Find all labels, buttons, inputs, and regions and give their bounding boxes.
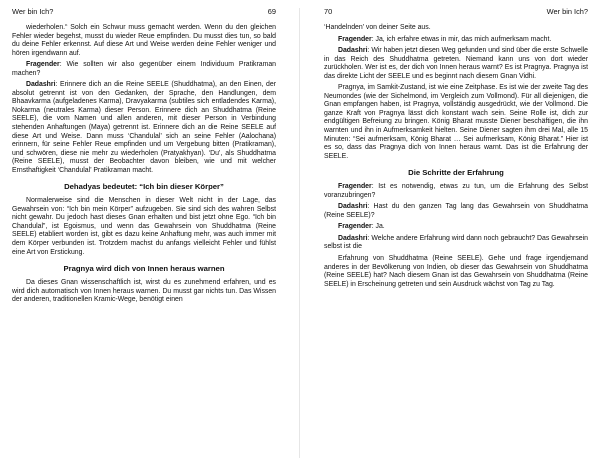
page-gutter [299,8,300,458]
paragraph [324,255,588,289]
paragraph-text: : Ja, ich erfahre etwas in mir, das mich aufmerksam macht. [371,35,552,43]
left-page [12,0,276,463]
paragraph-text: : Hast du den ganzen Tag lang das Gewahrsein von Shuddhatma (Reine SEELE)? [324,203,588,219]
speaker-label: Fragender [338,35,372,43]
paragraph-text: : Wir haben jetzt diesen Weg gefunden und sind über die erste Schwelle in das Reich des Shuddhatma getreten. Niemand kann uns von dort wieder zurückholen. Wer ist es, der dich von Innen heraus warnt? Es ist Pragnya. Pragnya ist das direkte Licht der SEELE und es beginnt nach diesem Gnan Vidhi. [324,47,588,80]
speaker-label: Dadashri [338,203,368,211]
speaker-label: Dadashri [338,47,368,55]
speaker-label: Fragender [26,61,60,69]
paragraph [324,235,588,252]
section-heading: Dehadyas bedeutet: “Ich bin dieser Körper” [64,182,224,192]
right-running-title: Wer bin Ich? [546,7,588,16]
speaker-label: Fragender [338,183,372,191]
right-page-body [324,24,588,289]
right-page [324,0,588,463]
paragraph [324,36,588,45]
left-page-number: 69 [267,7,276,16]
paragraph [12,279,276,305]
left-page-header [12,7,276,18]
paragraph-text: Da dieses Gnan wissenschaftlich ist, wirst du es zunehmend erfahren, und es wird dich automatisch von Innen heraus warnen. Du musst gar nichts tun. Das Wissen der anderen, traditionellen Kramic-Wege, benötigt einen [12,279,276,304]
paragraph [324,183,588,200]
paragraph-text: wiederholen.“ Solch ein Schwur muss gemacht werden. Wenn du den gleichen Fehler wieder begehst, musst du wieder Reue empfinden. Du musst dies tun, so bald du deine Fehler erkennst. Auf diese Art und Weise werden deine Fehler weniger und hören irgendwann auf. [12,24,276,57]
speaker-label: Dadashri [338,234,368,242]
paragraph-text: Erfahrung von Shuddhatma (Reine SEELE). Gehe und frage irgendjemand anderes in der Bevölkerung von Indien, ob dieser das Gewahrsein von Shuddhatma (Reine SEELE) hat? Nach diesem Gnan ist das Gewahrsein von Shuddhatma (Reine SEELE) in Erscheinung getreten und sein Ausdruck wächst von Tag zu Tag. [324,255,588,288]
paragraph-text: ‘Handelnden’ von deiner Seite aus. [324,24,431,31]
paragraph [324,24,588,33]
paragraph [324,84,588,161]
speaker-label: Dadashri [26,81,56,89]
paragraph [324,47,588,81]
paragraph [12,24,276,58]
paragraph [12,61,276,78]
paragraph-text: Pragnya, im Samkit-Zustand, ist wie eine Zeitphase. Es ist wie der zweite Tag des Neumondes (wie der Sichelmond, im Vergleich zum Vollmond). Für all diejenigen, die Gnan empfangen haben, ist Pragnya, vollständig ausgedrückt, wie der Vollmond. Die ganze Kraft von Pragnya lässt dich konstant wach sein. Seine Rolle ist, dich zur endgültigen Befreiung zu bringen. König Bharat musste Diener beschäftigen, die ihn warnten und ihn in Aufmerksamkeit hielten. Seine Diener sagten ihm drei Mal, alle 15 Minuten: “Sei aufmerksam, König Bharat … Sei aufmerksam, König Bharat.” Hier ist es so, dass das Pragnya dich von Innen heraus warnt. Das ist die Erfahrung der SEELE. [324,84,588,160]
section-heading: Die Schritte der Erfahrung [408,168,504,178]
paragraph [324,223,588,232]
right-page-header [324,7,588,18]
paragraph [12,197,276,257]
paragraph-text: : Welche andere Erfahrung wird dann noch gebraucht? Das Gewahrsein selbst ist die [324,234,588,251]
section-heading: Pragnya wird dich von Innen heraus warnen [63,264,225,274]
paragraph-text: : Wie sollten wir also gegenüber einem Individuum Pratikraman machen? [12,61,276,77]
paragraph [12,81,276,175]
left-running-title: Wer bin Ich? [12,7,54,16]
paragraph-text: : Erinnere dich an die Reine SEELE (Shuddhatma), an den Einen, der absolut getrennt ist von den Gedanken, der Sprache, den Handlungen, dem Bhaavkarma (aufgeladenes Karma), Dravyakarma (subtiles sich entladendes Karma), Nokarma (neutrales Karma) dieser Person. Erinnere dich an Shuddhatma (Reine SEELE), die vom Namen und allen anderen, mit dieser Person in Verbindung stehenden Anhaftungen (Maya) getrennt ist. Erinnere dich an die Reine SEELE auf diese Art und Weise. Dann muss ‘Chandulal’ sich an seine Fehler (Aalochana) erinnern, für seine Fehler Reue empfinden und um Vergebung bitten (Pratikraman), und schwören, diese nie mehr zu wiederholen (Pratyakhyan). ‘Du’, als Shuddhatma (Reine SEELE), musst der Beobachter davon bleiben, wie und mit welcher Ernsthaftigkeit ‘Chandulal’ Pratikraman macht. [12,81,276,174]
paragraph-text: Normalerweise sind die Menschen in dieser Welt nicht in der Lage, das Gewahrsein von: “Ich bin mein Körper” aufzugeben. Sie sind sich des wahren Selbst nicht gewahr. Du jedoch hast dieses Gnan erhalten und bist jetzt ohne Ego. “Ich bin Chandulal”, ist Egoismus, und wenn das Gewahrsein von Shuddhatma (Reine SEELE) etabliert worden ist, gibt es dazu keine Anhaftung mehr, was auch immer mit dem Körper verbunden ist. Trotzdem machst du anfangs vielleicht Fehler und fühlst eine Art von Erstickung. [12,197,276,256]
right-page-number: 70 [324,7,333,16]
paragraph-text: : Ist es notwendig, etwas zu tun, um die Erfahrung des Selbst voranzubringen? [324,183,588,199]
paragraph [324,203,588,220]
paragraph-text: : Ja. [371,223,385,231]
left-page-body [12,24,276,305]
speaker-label: Fragender [338,223,372,231]
